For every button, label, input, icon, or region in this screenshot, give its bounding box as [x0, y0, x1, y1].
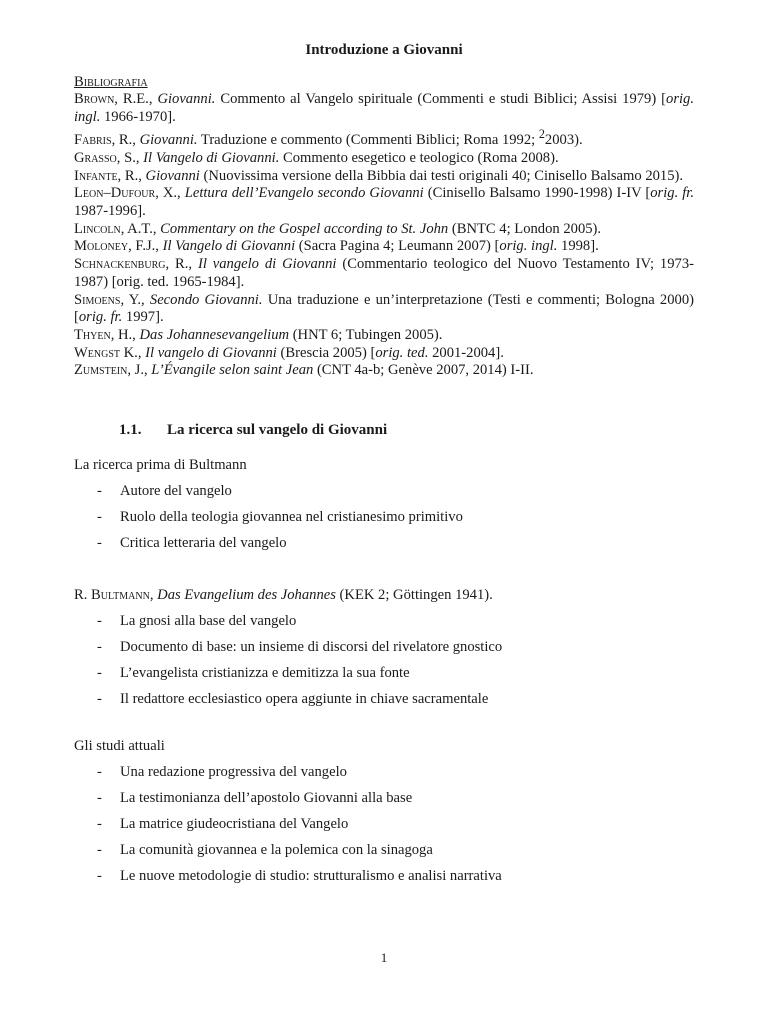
block-bultmann [74, 585, 714, 715]
entry-details: (HNT 6; Tubingen 2005). [289, 327, 443, 343]
bibliography-entry [74, 327, 694, 345]
entry-author: Infante, R., [74, 167, 142, 184]
page-number: 1 [380, 950, 388, 965]
entry-edition: 2 [538, 127, 545, 142]
list-item [74, 814, 714, 840]
bullet-list [74, 611, 714, 715]
entry-details: Commento al Vangelo spirituale (Commenti e studi Biblici; Assisi 1979) [ [215, 91, 667, 107]
list-item-text: La gnosi alla base del vangelo [120, 613, 297, 629]
list-item [74, 689, 714, 715]
block-title: Das Evangelium des Johannes [157, 587, 336, 603]
list-item-text: Le nuove metodologie di studio: strutturalismo e analisi narrativa [120, 868, 502, 884]
entry-title: Il Vangelo di Giovanni. [143, 149, 280, 166]
list-item-text: Il redattore ecclesiastico opera aggiunte in chiave sacramentale [120, 691, 489, 707]
bibliography-entry [74, 91, 694, 126]
entry-author: Schnackenburg, R., [74, 256, 193, 273]
dash-bullet: - [97, 639, 102, 655]
entry-author: Leon–Dufour, X., [74, 185, 181, 202]
entry-details-end: 1987-1996]. [74, 203, 146, 220]
entry-author: Wengst K., [74, 344, 142, 361]
block-heading: La ricerca prima di Bultmann [74, 457, 247, 473]
block-rest: (KEK 2; Göttingen 1941). [335, 587, 493, 603]
entry-original: orig. fr. [650, 185, 695, 202]
bibliography [74, 74, 694, 380]
entry-title: Il vangelo di Giovanni [197, 256, 337, 273]
dash-bullet: - [97, 483, 102, 499]
dash-bullet: - [97, 790, 102, 806]
entry-title: Giovanni [145, 167, 200, 184]
entry-details: Commento esegetico e teologico (Roma 2008). [279, 149, 559, 166]
list-item-text: Critica letteraria del vangelo [120, 535, 287, 551]
entry-details: Una traduzione e un’interpretazione (Testi e commenti; Bologna 2000) [ [74, 291, 694, 326]
entry-original: orig. ingl. [499, 238, 558, 255]
bibliography-entry [74, 292, 694, 327]
block-pre-bultmann [74, 455, 714, 559]
list-item-text: L’evangelista cristianizza e demitizza la sua fonte [120, 665, 410, 681]
entry-author: Simoens, Y., [74, 291, 145, 308]
list-item [74, 840, 714, 866]
entry-author: Zumstein, J., [74, 362, 148, 379]
list-item [74, 762, 714, 788]
list-item-text: La testimonianza dell’apostolo Giovanni alla base [120, 790, 413, 806]
section-heading [119, 422, 387, 439]
dash-bullet: - [97, 842, 102, 858]
entry-details: Traduzione e commento (Commenti Biblici; Roma 1992; [197, 132, 539, 149]
dash-bullet: - [97, 816, 102, 832]
list-item [74, 866, 714, 892]
bibliography-entry [74, 238, 694, 256]
entry-title: Commentary on the Gospel according to St. John [160, 220, 449, 237]
bibliography-entry [74, 362, 694, 380]
block-heading: Gli studi attuali [74, 738, 165, 754]
list-item-text: La comunità giovannea e la polemica con la sinagoga [120, 842, 433, 858]
bullet-list [74, 481, 714, 559]
list-item [74, 533, 714, 559]
document-title: Introduzione a Giovanni [305, 42, 463, 58]
entry-details: (Commentario teologico del Nuovo Testamento IV; 1973-1987) [orig. ted. 1965-1984]. [74, 256, 694, 290]
bibliography-heading: Bibliografia [74, 74, 148, 90]
entry-details-end: 1998]. [557, 238, 599, 255]
entry-title: Secondo Giovanni. [149, 291, 263, 308]
bibliography-entries [74, 91, 694, 380]
entry-original: orig. ingl. [74, 91, 694, 125]
bibliography-entry [74, 221, 694, 239]
bibliography-entry [74, 256, 694, 291]
entry-title: Il vangelo di Giovanni [145, 344, 277, 361]
entry-author: Moloney, F.J., [74, 238, 159, 255]
list-item-text: Documento di base: un insieme di discorsi del rivelatore gnostico [120, 639, 503, 655]
entry-author: Grasso, S., [74, 149, 140, 166]
list-item [74, 481, 714, 507]
dash-bullet: - [97, 535, 102, 551]
entry-title: Das Johannesevangelium [139, 327, 290, 343]
entry-author: Fabris, R., [74, 132, 136, 149]
dash-bullet: - [97, 665, 102, 681]
dash-bullet: - [97, 613, 102, 629]
list-item [74, 507, 714, 533]
list-item [74, 611, 714, 637]
entry-details: (BNTC 4; London 2005). [448, 220, 602, 237]
list-item-text: La matrice giudeocristiana del Vangelo [120, 816, 349, 832]
entry-author: Brown, R.E., [74, 91, 153, 107]
entry-original: orig. ted. [375, 344, 429, 361]
bibliography-entry [74, 168, 694, 186]
entry-author: Lincoln, A.T., [74, 220, 157, 237]
section-title: La ricerca sul vangelo di Giovanni [167, 422, 388, 438]
dash-bullet: - [97, 509, 102, 525]
entry-details-end: 1966-1970]. [100, 108, 176, 125]
entry-details-end: 2001-2004]. [428, 344, 504, 361]
list-item [74, 663, 714, 689]
dash-bullet: - [97, 868, 102, 884]
bibliography-entry [74, 150, 694, 168]
entry-title: L’Évangile selon saint Jean [151, 362, 314, 379]
entry-details: (Nuovissima versione della Bibbia dai testi originali 40; Cinisello Balsamo 2015). [199, 167, 684, 184]
entry-title: Giovanni. [157, 91, 216, 107]
entry-details: (Cinisello Balsamo 1990-1998) I-IV [ [423, 185, 651, 202]
entry-details: (CNT 4a-b; Genève 2007, 2014) I-II. [313, 362, 534, 379]
list-item-text: Una redazione progressiva del vangelo [120, 764, 347, 780]
entry-details: (Brescia 2005) [ [276, 344, 376, 361]
entry-author: Thyen, H., [74, 327, 136, 343]
block-heading [74, 585, 714, 605]
block-author: R. Bultmann, [74, 587, 154, 603]
entry-title: Lettura dell’Evangelo secondo Giovanni [184, 185, 424, 202]
bullet-list [74, 762, 714, 892]
bibliography-entry [74, 126, 694, 150]
list-item-text: Autore del vangelo [120, 483, 232, 499]
entry-details: (Sacra Pagina 4; Leumann 2007) [ [295, 238, 500, 255]
entry-original: orig. fr. [78, 309, 123, 326]
entry-title: Giovanni. [139, 132, 198, 149]
list-item [74, 637, 714, 663]
entry-details-end: 2003). [544, 132, 583, 149]
entry-title: Il Vangelo di Giovanni [162, 238, 296, 255]
bibliography-entry [74, 185, 694, 220]
bibliography-entry [74, 345, 694, 363]
dash-bullet: - [97, 691, 102, 707]
list-item-text: Ruolo della teologia giovannea nel cristianesimo primitivo [120, 509, 463, 525]
entry-details-end: 1997]. [122, 309, 164, 326]
section-number: 1.1. [119, 422, 142, 438]
list-item [74, 788, 714, 814]
dash-bullet: - [97, 764, 102, 780]
block-current-studies [74, 736, 714, 892]
